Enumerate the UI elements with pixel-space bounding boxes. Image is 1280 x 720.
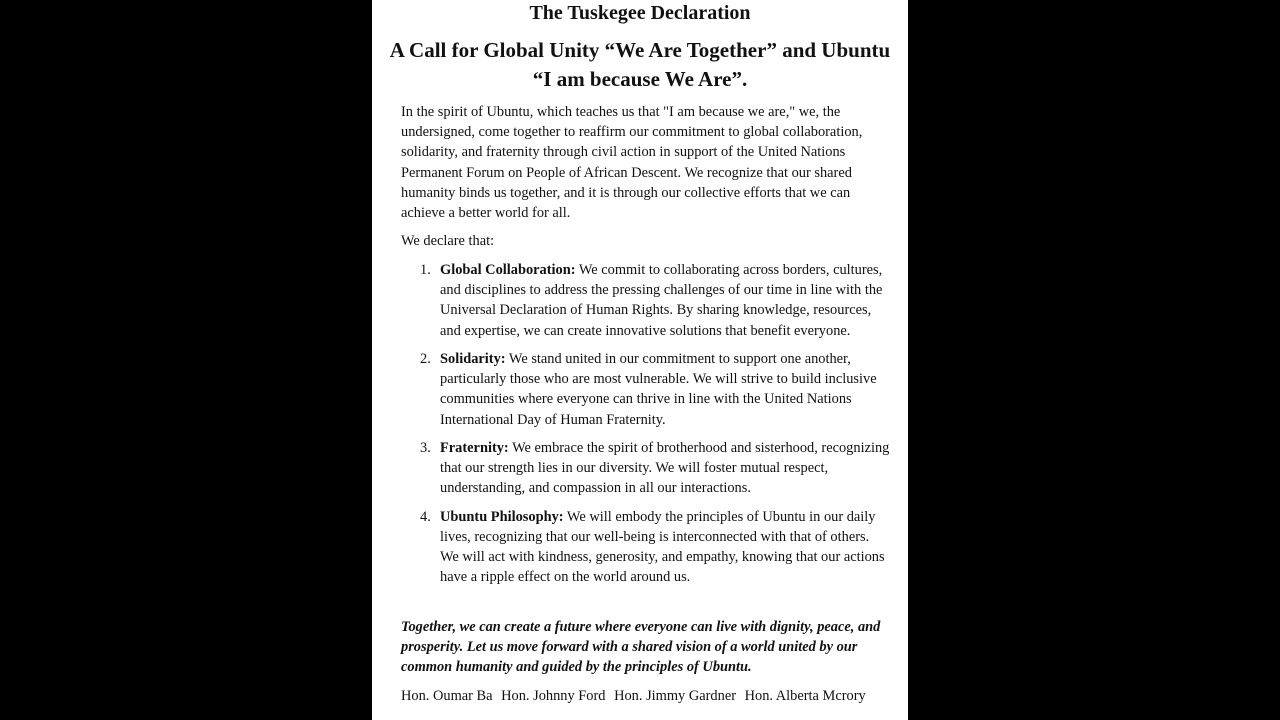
document-subtitle <box>372 36 908 94</box>
list-item-title: Ubuntu Philosophy: <box>440 508 564 525</box>
list-item-number: 3. <box>420 440 431 456</box>
list-item <box>401 438 891 499</box>
subtitle-line-1: A Call for Global Unity “We Are Together” and Ubuntu <box>389 38 891 62</box>
intro-paragraph: In the spirit of Ubuntu, which teaches us that "I am because we are," we, the undersigned, come together to reaffirm our commitment to global collaboration, solidarity, and fraternity through civil action in support of the United Nations Permanent Forum on People of African Descent. We recognize that our shared humanity binds us together, and it is through our collective efforts that we can achieve a better world for all. <box>401 104 863 222</box>
list-item-text: We will embody the principles of Ubuntu in our daily lives, recognizing that our well-being is interconnected with that of others. We will act with kindness, generosity, and empathy, knowing that our actions have a ripple effect on the world around us. <box>440 508 885 586</box>
declaration-lead: We declare that: <box>401 233 495 249</box>
signatory: Hon. Johnny Ford <box>501 688 606 704</box>
signatory: Hon. Alberta Mcrory <box>744 688 866 704</box>
list-item-number: 4. <box>420 508 431 525</box>
closing-statement: Together, we can create a future where everyone can live with dignity, peace, and prosperity. Let us move forward with a shared vision of a world united by our common humanity and guided by the principles of Ubuntu. <box>401 619 881 676</box>
signatories <box>401 686 901 706</box>
subtitle-line-2: “I am because We Are”. <box>532 67 748 91</box>
list-item-text: We commit to collaborating across borders, cultures, and disciplines to address the pressing challenges of our time in line with the Universal Declaration of Human Rights. By sharing knowledge, resources, and expertise, we can create innovative solutions that benefit everyone. <box>440 262 883 339</box>
list-item-title: Solidarity: <box>440 351 506 367</box>
document-title: The Tuskegee Declaration <box>529 2 751 24</box>
document-page <box>372 0 908 720</box>
list-item <box>401 349 891 430</box>
signatory: Hon. Jimmy Gardner <box>614 688 736 704</box>
list-item-title: Fraternity: <box>440 440 509 456</box>
list-item-title: Global Collaboration: <box>440 262 576 278</box>
list-item-number: 2. <box>420 351 431 367</box>
signatory: Hon. Oumar Ba <box>401 688 493 704</box>
list-item-text: We stand united in our commitment to support one another, particularly those who are most vulnerable. We will strive to build inclusive communities where everyone can thrive in line with the United Nations International Day of Human Fraternity. <box>440 351 877 428</box>
declaration-list <box>401 260 891 596</box>
list-item-text: We embrace the spirit of brotherhood and sisterhood, recognizing that our strength lies in our diversity. We will foster mutual respect, understanding, and compassion in all our interactions. <box>440 440 890 497</box>
list-item <box>401 260 891 341</box>
list-item <box>401 507 891 588</box>
list-item-number: 1. <box>420 262 431 278</box>
